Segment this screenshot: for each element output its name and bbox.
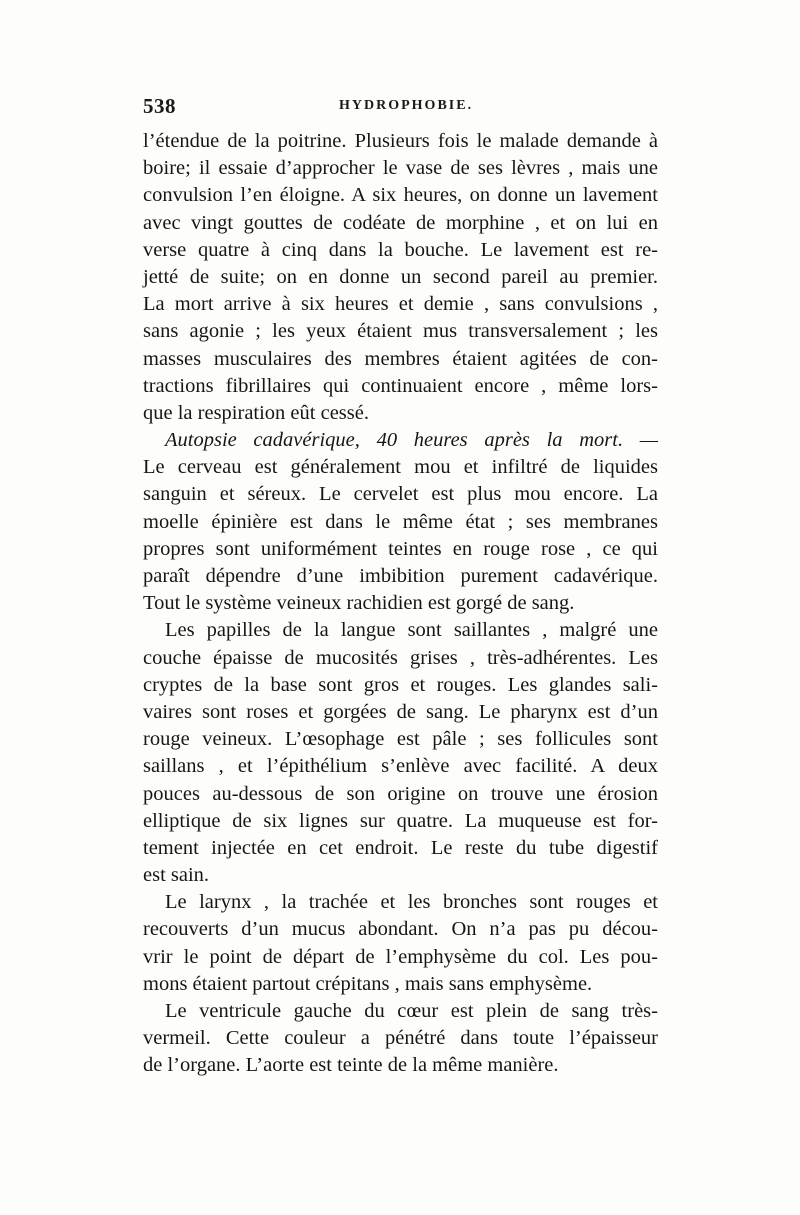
text-line: sans agonie ; les yeux étaient mus transversalement ; les <box>143 320 658 343</box>
text-line: saillans , et l’épithélium s’enlève avec facilité. A deux <box>143 755 658 778</box>
page-number: 538 <box>143 94 176 118</box>
text-line: pouces au-dessous de son origine on trouve une érosion <box>143 782 658 805</box>
text-line: recouverts d’un mucus abondant. On n’a pas pu décou- <box>143 918 658 941</box>
text-line: que la respiration eût cessé. <box>143 401 369 424</box>
text-line: boire; il essaie d’approcher le vase de ses lèvres , mais une <box>143 157 658 180</box>
text-line: de l’organe. L’aorte est teinte de la même manière. <box>143 1054 559 1077</box>
text-line: couche épaisse de mucosités grises , très-adhérentes. Les <box>143 646 658 669</box>
text-line: cryptes de la base sont gros et rouges. Les glandes sali- <box>143 673 658 696</box>
text-line: Le ventricule gauche du cœur est plein de sang très- <box>165 1000 658 1022</box>
text-line: jetté de suite; on en donne un second pareil au premier. <box>143 265 658 288</box>
text-line: Le cerveau est généralement mou et infiltré de liquides <box>143 456 658 479</box>
text-line: convulsion l’en éloigne. A six heures, on donne un lavement <box>143 184 658 207</box>
text-line: paraît dépendre d’une imbibition purement cadavérique. <box>143 565 658 587</box>
page-header <box>143 94 658 124</box>
text-line: Les papilles de la langue sont saillantes , malgré une <box>165 619 658 642</box>
text-line: Le larynx , la trachée et les bronches sont rouges et <box>165 891 658 914</box>
text-line: avec vingt gouttes de codéate de morphine , et on lui en <box>143 211 658 234</box>
text-line: moelle épinière est dans le même état ; ses membranes <box>143 510 658 533</box>
text-line: vaires sont roses et gorgées de sang. Le pharynx est d’un <box>143 700 658 723</box>
text-line: mons étaient partout crépitans , mais sans emphysème. <box>143 972 593 995</box>
text-line: est sain. <box>143 864 210 887</box>
text-line: masses musculaires des membres étaient agitées de con- <box>143 347 658 370</box>
body-text <box>143 128 658 1080</box>
text-line: Tout le système veineux rachidien est gorgé de sang. <box>143 592 575 615</box>
text-line: vrir le point de départ de l’emphysème du col. Les pou- <box>143 945 658 968</box>
text-line: vermeil. Cette couleur a pénétré dans toute l’épaisseur <box>143 1027 658 1050</box>
text-line: sanguin et séreux. Le cervelet est plus mou encore. La <box>143 483 658 506</box>
text-line: l’étendue de la poitrine. Plusieurs fois le malade demande à <box>143 130 658 152</box>
text-line: elliptique de six lignes sur quatre. La muqueuse est for- <box>143 809 658 832</box>
text-line: rouge veineux. L’œsophage est pâle ; ses follicules sont <box>143 728 658 751</box>
text-line: tement injectée en cet endroit. Le reste du tube digestif <box>143 836 658 859</box>
text-line: La mort arrive à six heures et demie , sans convulsions , <box>143 293 658 316</box>
text-line: tractions fibrillaires qui continuaient encore , même lors- <box>143 374 658 397</box>
text-line: verse quatre à cinq dans la bouche. Le lavement est re- <box>143 238 658 261</box>
running-title: HYDROPHOBIE. <box>339 98 474 113</box>
section-heading-autopsie: Autopsie cadavérique, 40 heures après la mort. — <box>165 429 658 452</box>
text-line: propres sont uniformément teintes en rouge rose , ce qui <box>143 537 658 560</box>
